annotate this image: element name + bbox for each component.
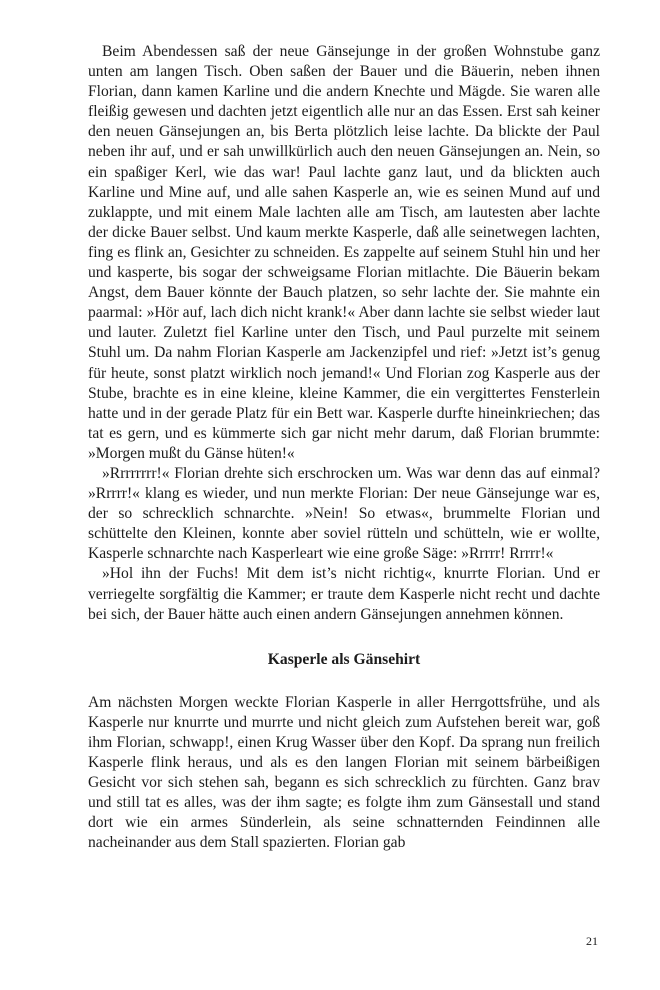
paragraph-schnarchen: »Rrrrrrrr!« Florian drehte sich erschrocken um. Was war denn das auf einmal? »Rrrrr!« klang es wieder, und nun merkte Florian: Der neue Gänsejunge war es, der so schrecklich schnarchte. »Nein! So etwas«, brummelte Florian und schüttelte den Kleinen, konnte aber soviel rütteln und schütteln, wie er wollte, Kasperle schnarchte nach Kasperleart wie eine große Säge: »Rrrrr! Rrrrr!« (88, 464, 600, 563)
chapter-heading: Kasperle als Gänsehirt (267, 650, 421, 668)
paragraph-abendessen: Beim Abendessen saß der neue Gänsejunge in der großen Wohnstube ganz unten am langen Tisch. Oben saßen der Bauer und die Bäuerin, neben ihnen Florian, dann kamen Karline und die andern Knechte und Mägde. Sie waren alle fleißig gewesen und dachten jetzt eigentlich alle nur an das Essen. Erst sah keiner den neuen Gänsejungen an, bis Berta plötzlich leise lachte. Da blickte der Paul neben ihr auf, und er sah unwillkürlich auch den neuen Gänsejungen an. Nein, so ein spaßiger Kerl, wie das war! Paul lachte ganz laut, und da blickten auch Karline und Mine auf, und alle sahen Kasperle an, wie es seinen Mund auf und zuklappte, und mit einem Male lachten alle am Tisch, am lautesten aber lachte der dicke Bauer selbst. Und kaum merkte Kasperle, daß alle seinetwegen lachten, fing es flink an, Gesichter zu schneiden. Es zappelte auf seinem Stuhl hin und her und kasperte, bis sogar der schweigsame Florian mitlachte. Die Bäuerin bekam Angst, dem Bauer könnte der Bauch platzen, so sehr lachte der. Sie mahnte ein paarmal: »Hör auf, lach dich nicht krank!« Aber dann lachte sie selbst wieder laut und lauter. Zuletzt fiel Karline unter den Tisch, und Paul purzelte mit seinem Stuhl um. Da nahm Florian Kasperle am Jackenzipfel und rief: »Jetzt ist’s genug für heute, sonst platzt wirklich noch jemand!« Und Florian zog Kasperle aus der Stube, brachte es in eine kleine, kleine Kammer, die ein vergittertes Fensterlein hatte und in der gerade Platz für ein Bett war. Kasperle durfte hineinkriechen; das tat es gern, und es kümmerte sich gar nicht mehr darum, daß Florian brummte: »Morgen mußt du Gänse hüten!« (88, 43, 600, 462)
page-number: 21 (586, 934, 598, 948)
page-body (88, 42, 600, 853)
paragraph-morgen: Am nächsten Morgen weckte Florian Kasperle in aller Herrgottsfrühe, und als Kasperle nur knurrte und murrte und nicht gleich zum Aufstehen bereit war, goß ihm Florian, schwapp!, einen Krug Wasser über den Kopf. Da sprang nun freilich Kasperle flink heraus, und als es den langen Florian mit seinem bärbeißigen Gesicht vor sich stehen sah, begann es sich schrecklich zu fürchten. Ganz brav und still tat es alles, was der ihm sagte; es folgte ihm zum Gänsestall und stand dort wie ein armes Sünderlein, als seine schnatternden Feindinnen alle nacheinander aus dem Stall spazierten. Florian gab (88, 693, 600, 852)
paragraph-fuchs: »Hol ihn der Fuchs! Mit dem ist’s nicht richtig«, knurrte Florian. Und er verriegelte sorgfältig die Kammer; er traute dem Kasperle nicht recht und dachte bei sich, der Bauer hätte auch einen andern Gänsejungen annehmen können. (88, 565, 600, 623)
